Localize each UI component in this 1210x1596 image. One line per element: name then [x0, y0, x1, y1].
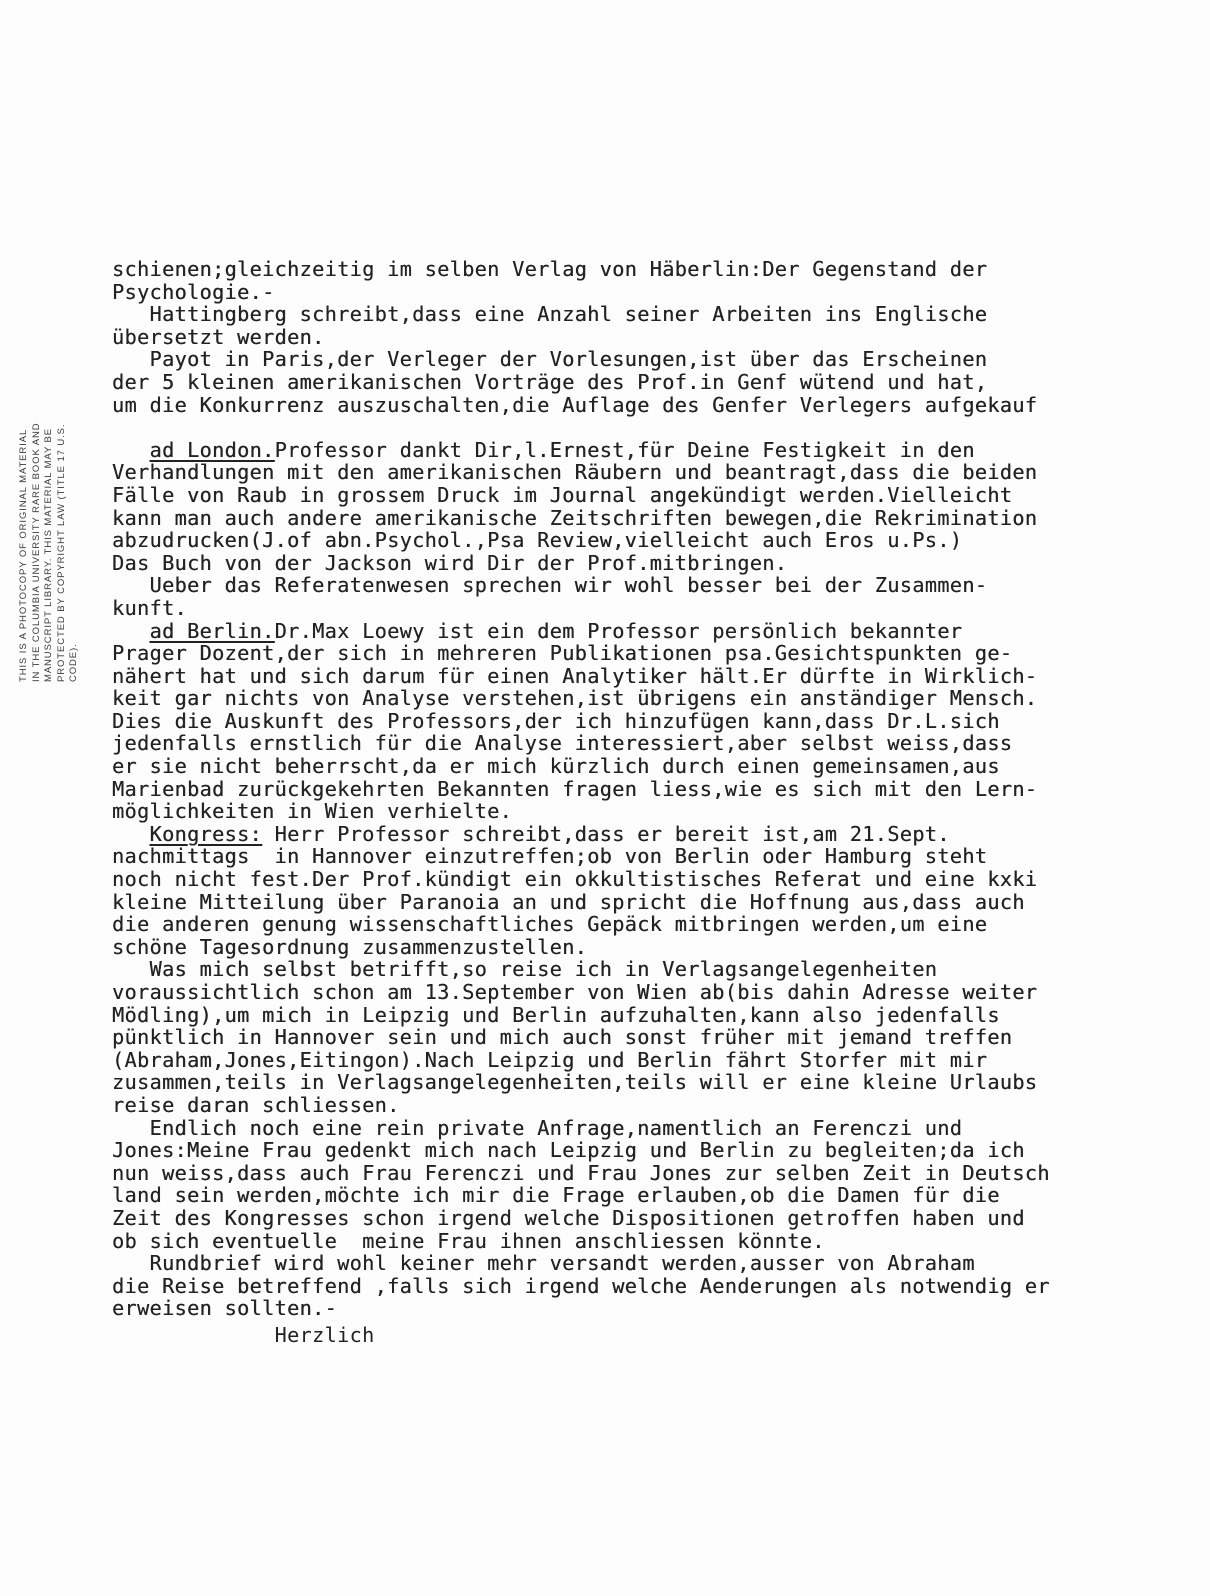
letter-line: Was mich selbst betrifft,so reise ich in Verlagsangelegenheiten	[112, 957, 938, 982]
letter-line: pünktlich in Hannover sein und mich auch sonst früher mit jemand treffen	[112, 1025, 1013, 1050]
copyright-notice	[18, 392, 81, 682]
copyright-line: MANUSCRIPT LIBRARY. THIS MATERIAL MAY BE	[43, 427, 54, 682]
copyright-line: THIS IS A PHOTOCOPY OF ORIGINAL MATERIAL	[18, 428, 29, 682]
letter-line: jedenfalls ernstlich für die Analyse interessiert,aber selbst weiss,dass	[112, 731, 1013, 756]
letter-line-kongress	[112, 823, 1172, 846]
letter-line: Dies die Auskunft des Professors,der ich hinzufügen kann,dass Dr.L.sich	[112, 708, 1000, 733]
copyright-line: PROTECTED BY COPYRIGHT LAW (TITLE 17 U.S.	[55, 423, 67, 682]
letter-line: um die Konkurrenz auszuschalten,die Auflage des Genfer Verlegers aufgekauf	[112, 392, 1038, 417]
letter-line: Jones:Meine Frau gedenkt mich nach Leipzig und Berlin zu begleiten;da ich	[112, 1138, 1025, 1163]
letter-line: Endlich noch eine rein private Anfrage,namentlich an Ferenczi und	[112, 1115, 963, 1140]
letter-line: land sein werden,möchte ich mir die Frage erlauben,ob die Damen für die	[112, 1183, 1000, 1208]
copyright-line: CODE).	[68, 643, 79, 682]
letter-line: kunft.	[112, 595, 188, 620]
closing-salutation	[112, 1324, 1172, 1347]
letter-line: zusammen,teils in Verlagsangelegenheiten,teils will er eine kleine Urlaubs	[112, 1070, 1038, 1095]
letter-line: nähert hat und sich darum für einen Analytiker hält.Er dürfte in Wirklich-	[112, 663, 1038, 688]
letter-line: Fälle von Raub in grossem Druck im Journal angekündigt werden.Vielleicht	[112, 482, 1013, 507]
letter-line: nachmittags in Hannover einzutreffen;ob von Berlin oder Hamburg steht	[112, 844, 988, 869]
letter-line-london	[112, 439, 1172, 462]
letter-line: Payot in Paris,der Verleger der Vorlesungen,ist über das Erscheinen	[112, 347, 988, 372]
section-heading-berlin: ad Berlin.	[149, 618, 275, 643]
letter-line: ob sich eventuelle meine Frau ihnen anschliessen könnte.	[112, 1228, 825, 1253]
blank-line	[112, 416, 1172, 439]
letter-line: (Abraham,Jones,Eitingon).Nach Leipzig und Berlin fährt Storfer mit mir	[112, 1047, 988, 1072]
letter-line-rest: Professor dankt Dir,l.Ernest,für Deine Festigkeit in den	[274, 437, 975, 462]
letter-line: keit gar nichts von Analyse verstehen,ist übrigens ein anständiger Mensch.	[112, 686, 1038, 711]
letter-line: reise daran schliessen.	[112, 1092, 400, 1117]
closing-text: Herzlich	[274, 1322, 375, 1347]
copyright-line: IN THE COLUMBIA UNIVERSITY RARE BOOK AND	[30, 422, 42, 682]
letter-line: Ueber das Referatenwesen sprechen wir wohl besser bei der Zusammen-	[112, 573, 988, 598]
letter-line: erweisen sollten.-	[112, 1296, 338, 1321]
letter-line: die Reise betreffend ,falls sich irgend welche Aenderungen als notwendig er	[112, 1273, 1050, 1298]
closing-indent	[112, 1323, 275, 1347]
letter-line: Prager Dozent,der sich in mehreren Publikationen psa.Gesichtspunkten ge-	[112, 641, 1013, 666]
letter-line: Zeit des Kongresses schon irgend welche Dispositionen getroffen haben und	[112, 1205, 1025, 1230]
letter-body	[112, 258, 1172, 1347]
letter-line: Das Buch von der Jackson wird Dir der Prof.mitbringen.	[112, 550, 788, 575]
section-heading-london: ad London.	[149, 437, 275, 462]
letter-line: der 5 kleinen amerikanischen Vorträge des Prof.in Genf wütend und hat,	[112, 369, 988, 394]
letter-line: Psychologie.-	[112, 279, 275, 304]
letter-line: Marienbad zurückgekehrten Bekannten fragen liess,wie es sich mit den Lern-	[112, 776, 1038, 801]
letter-line: Verhandlungen mit den amerikanischen Räubern und beantragt,dass die beiden	[112, 460, 1038, 485]
letter-line: noch nicht fest.Der Prof.kündigt ein okkultistisches Referat und eine kxki	[112, 867, 1038, 892]
letter-line: kleine Mitteilung über Paranoia an und spricht die Hoffnung aus,dass auch	[112, 889, 1025, 914]
letter-line: möglichkeiten in Wien verhielte.	[112, 799, 513, 824]
letter-line: übersetzt werden.	[112, 324, 325, 349]
letter-line: die anderen genung wissenschaftliches Gepäck mitbringen werden,um eine	[112, 912, 988, 937]
letter-line: schienen;gleichzeitig im selben Verlag von Häberlin:Der Gegenstand der	[112, 257, 988, 281]
letter-line: schöne Tagesordnung zusammenzustellen.	[112, 934, 588, 959]
letter-line: nun weiss,dass auch Frau Ferenczi und Frau Jones zur selben Zeit in Deutsch	[112, 1160, 1050, 1185]
letter-line-rest: Herr Professor schreibt,dass er bereit ist,am 21.Sept.	[262, 821, 950, 846]
section-heading-kongress: Kongress:	[149, 821, 263, 846]
letter-line: Hattingberg schreibt,dass eine Anzahl seiner Arbeiten ins Englische	[112, 302, 988, 327]
letter-line-berlin	[112, 620, 1172, 643]
letter-line: er sie nicht beherrscht,da er mich kürzlich durch einen gemeinsamen,aus	[112, 754, 1000, 779]
letter-line: Rundbrief wird wohl keiner mehr versandt werden,ausser von Abraham	[112, 1251, 975, 1276]
letter-line: voraussichtlich schon am 13.September von Wien ab(bis dahin Adresse weiter	[112, 980, 1038, 1004]
letter-line-rest: Dr.Max Loewy ist ein dem Professor persönlich bekannter	[274, 618, 963, 643]
letter-line: abzudrucken(J.of abn.Psychol.,Psa Review,vielleicht auch Eros u.Ps.)	[112, 528, 963, 553]
letter-line: Mödling),um mich in Leipzig und Berlin aufzuhalten,kann also jedenfalls	[112, 1002, 1000, 1027]
letter-line: kann man auch andere amerikanische Zeitschriften bewegen,die Rekrimination	[112, 505, 1038, 530]
